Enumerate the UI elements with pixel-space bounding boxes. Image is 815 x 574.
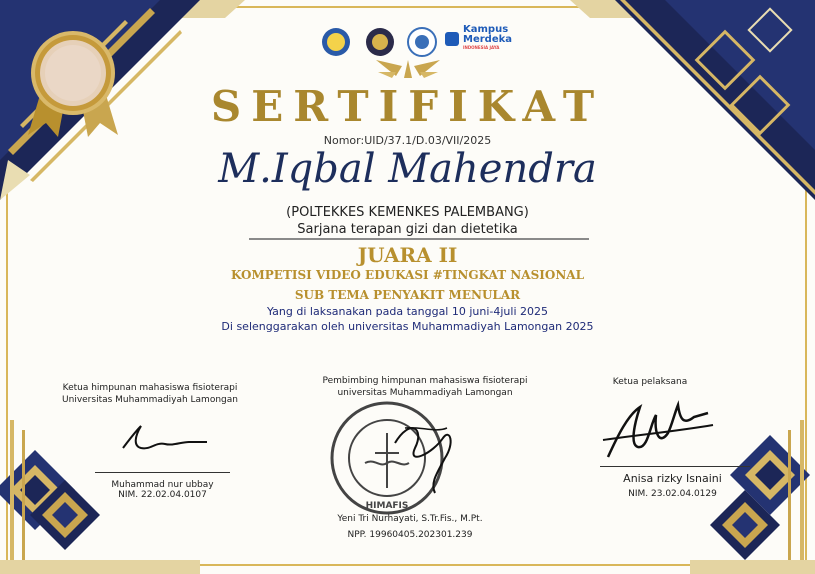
certificate-title: SERTIFIKAT [210,82,605,131]
signatory-left-details [70,480,255,500]
recipient-major: Sarjana terapan gizi dan dietetika [297,222,518,237]
signatory-center [305,375,545,399]
signatory-right [575,376,725,388]
stamp-label: HIMAFIS [365,501,409,511]
certificate-number: Nomor:UID/37.1/D.03/VII/2025 [323,134,492,147]
divider-line [249,238,589,240]
sub-theme: SUB TEMA PENYAKIT MENULAR [294,288,521,302]
award-rank: JUARA II [357,243,458,267]
signatory-right-name: Anisa rizky Isnaini [623,472,722,485]
signatory-right-details [590,472,755,499]
signatory-center-role-line2: universitas Muhammadiyah Lamongan [337,388,513,398]
signatory-right-id: NIM. 23.02.04.0129 [628,489,717,499]
signatory-center-details [320,514,500,540]
signature-left-icon [115,420,215,455]
kampus-merdeka-label: Kampus Merdeka INDONESIA JAYA [463,24,513,50]
signature-line-right [600,466,750,467]
event-organizer: Di selenggarakan oleh universitas Muhammadiyah Lamongan 2025 [221,320,594,333]
recipient-institution: (POLTEKKES KEMENKES PALEMBANG) [286,205,529,220]
signatory-center-name: Yeni Tri Nurhayati, S.Tr.Fis., M.Pt. [337,514,483,524]
recipient-name: M.Iqbal Mahendra [218,146,597,192]
signature-right-icon [598,395,728,465]
signatory-center-role-line1: Pembimbing himpunan mahasiswa fisioterapi [322,376,528,386]
logo-kampus-merdeka-icon [445,32,459,46]
signatory-left-role-line2: Universitas Muhammadiyah Lamongan [62,395,238,405]
official-stamp-icon [325,398,470,518]
signatory-left [50,382,250,406]
event-date: Yang di laksanakan pada tanggal 10 juni-4juli 2025 [266,305,549,318]
signatory-right-role-line1: Ketua pelaksana [612,377,688,387]
competition-name: KOMPETISI VIDEO EDUKASI #TINGKAT NASIONAL [230,268,585,282]
signatory-left-id: NIM. 22.02.04.0107 [118,490,207,500]
signatory-center-id: NPP. 19960405.202301.239 [347,530,473,540]
signatory-left-name: Muhammad nur ubbay [111,480,214,490]
laurel-ornament-icon [372,58,444,80]
signature-line-left [95,472,230,473]
signatory-left-role-line1: Ketua himpunan mahasiswa fisioterapi [62,383,238,393]
